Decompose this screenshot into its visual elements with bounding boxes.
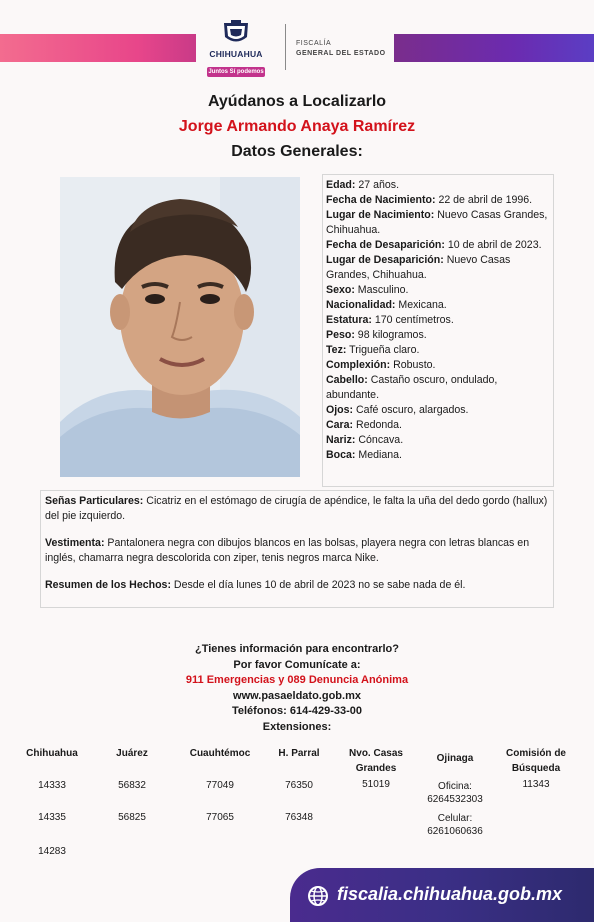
extension-column xyxy=(22,746,82,857)
detail-row xyxy=(326,208,550,238)
detail-row xyxy=(326,313,550,328)
globe-icon xyxy=(307,885,329,907)
detail-label: Lugar de Nacimiento: xyxy=(326,209,435,221)
detail-value: Café oscuro, alargados. xyxy=(353,404,469,416)
extension-value: 6264532303 xyxy=(427,794,483,805)
detail-label: Fecha de Desaparición: xyxy=(326,239,445,251)
header-band-right xyxy=(394,34,594,62)
detail-label: Edad: xyxy=(326,179,356,191)
extension-value: 6261060636 xyxy=(427,826,483,837)
website-link[interactable]: www.pasaeldato.gob.mx xyxy=(233,689,361,702)
detail-label: Complexión: xyxy=(326,359,391,371)
logo-name: CHIHUAHUA xyxy=(209,49,263,59)
extension-value: 56825 xyxy=(118,812,146,823)
person-name: Jorge Armando Anaya Ramírez xyxy=(178,118,416,135)
detail-value: Cóncava. xyxy=(355,434,404,446)
detail-row xyxy=(326,283,550,298)
detail-label: Lugar de Desaparición: xyxy=(326,254,444,266)
extension-column xyxy=(180,746,260,823)
detail-value: Nuevo Casas Grandes, Chihuahua. xyxy=(326,209,548,236)
chihuahua-shield-icon xyxy=(221,19,251,47)
extension-value: 14335 xyxy=(38,812,66,823)
detail-label: Peso: xyxy=(326,329,355,341)
contact-info xyxy=(0,642,594,735)
detail-value: Castaño oscuro, ondulado, abundante. xyxy=(326,374,498,401)
extension-value: 56832 xyxy=(118,780,146,791)
extension-column xyxy=(340,746,412,790)
detail-row xyxy=(326,373,550,403)
detail-label: Cabello: xyxy=(326,374,368,386)
extension-value: 76350 xyxy=(285,780,313,791)
person-photo xyxy=(60,177,300,477)
detail-value: Redonda. xyxy=(353,419,402,431)
detail-row xyxy=(326,433,550,448)
detail-row xyxy=(326,193,550,208)
detail-label: Tez: xyxy=(326,344,347,356)
detail-row xyxy=(326,418,550,433)
header xyxy=(0,0,594,84)
extension-value: 76348 xyxy=(285,812,313,823)
org-line1: FISCALÍA xyxy=(296,40,332,47)
detail-row xyxy=(326,343,550,358)
detail-label: Sexo: xyxy=(326,284,355,296)
header-divider xyxy=(285,24,286,70)
detail-label: Boca: xyxy=(326,449,356,461)
extension-header: Chihuahua xyxy=(26,748,78,759)
extension-header: Juárez xyxy=(116,748,148,759)
logo-slogan: Juntos Sí podemos xyxy=(208,69,264,75)
extension-value: Oficina: xyxy=(438,781,472,792)
resumen-hechos: Resumen de los Hechos: Desde el día lunes 10 de abril de 2023 no se sabe nada de él. xyxy=(45,579,466,591)
detail-value: Trigueña claro. xyxy=(346,344,420,356)
org-line2: GENERAL DEL ESTADO xyxy=(296,50,386,57)
detail-row xyxy=(326,238,550,253)
extension-header: Nvo. Casas Grandes xyxy=(349,748,403,774)
extension-value: Celular: xyxy=(437,813,473,824)
extension-column xyxy=(264,746,334,823)
detail-row xyxy=(326,328,550,343)
additional-info xyxy=(40,490,554,608)
extension-value: 11343 xyxy=(522,779,550,790)
detail-value: Nuevo Casas Grandes, Chihuahua. xyxy=(326,254,511,281)
detail-label: Nariz: xyxy=(326,434,356,446)
extension-value: 14283 xyxy=(38,846,66,857)
detail-value: Masculino. xyxy=(354,284,409,296)
detail-label: Cara: xyxy=(326,419,354,431)
phones: Teléfonos: 614-429-33-00 xyxy=(231,705,363,717)
detail-value: 170 centímetros. xyxy=(371,314,454,326)
page-title: Ayúdanos a Localizarlo xyxy=(207,93,387,110)
extension-column xyxy=(420,746,490,837)
extension-column xyxy=(496,746,576,790)
contact-question: ¿Tienes información para encontrarlo? xyxy=(195,643,399,655)
footer-website[interactable]: fiscalia.chihuahua.gob.mx xyxy=(337,884,563,904)
detail-row xyxy=(326,298,550,313)
detail-value: Mediana. xyxy=(355,449,402,461)
general-details xyxy=(322,174,554,487)
extension-value: 77049 xyxy=(206,780,234,791)
emergency-numbers: 911 Emergencias y 089 Denuncia Anónima xyxy=(185,674,409,686)
contact-please: Por favor Comunícate a: xyxy=(233,658,361,671)
extension-value: 14333 xyxy=(38,780,66,791)
extension-column xyxy=(102,746,162,823)
detail-label: Ojos: xyxy=(326,404,354,416)
detail-label: Nacionalidad: xyxy=(326,299,396,311)
header-band-left xyxy=(0,34,196,62)
extension-header: Ojinaga xyxy=(436,753,474,764)
detail-value: Robusto. xyxy=(390,359,436,371)
detail-value: 10 de abril de 2023. xyxy=(444,239,542,251)
detail-value: 27 años. xyxy=(355,179,400,191)
detail-row xyxy=(326,403,550,418)
detail-label: Fecha de Nacimiento: xyxy=(326,194,436,206)
senas-particulares: Señas Particulares: Cicatriz en el estómago de cirugía de apéndice, le falta la uña del dedo gordo (hallux) del pie izquierdo. xyxy=(45,495,548,522)
detail-label: Estatura: xyxy=(326,314,372,326)
extension-value: 77065 xyxy=(206,812,234,823)
detail-row xyxy=(326,358,550,373)
extensions-title: Extensiones: xyxy=(262,720,332,733)
extension-header: Cuauhtémoc xyxy=(189,748,251,759)
extension-value: 51019 xyxy=(362,779,390,790)
section-title: Datos Generales: xyxy=(231,143,363,160)
detail-value: 22 de abril de 1996. xyxy=(435,194,533,206)
detail-row xyxy=(326,448,550,463)
detail-value: 98 kilogramos. xyxy=(354,329,427,341)
detail-row xyxy=(326,253,550,283)
detail-row xyxy=(326,178,550,193)
detail-value: Mexicana. xyxy=(395,299,447,311)
extension-header: Comisión de Búsqueda xyxy=(505,748,566,774)
extension-header: H. Parral xyxy=(278,748,320,759)
vestimenta: Vestimenta: Pantalonera negra con dibujos blancos en las bolsas, playera negra con letras blancas en inglés, chamarra negra descolorida con ziper, tenis negros marca Nike. xyxy=(45,537,530,564)
